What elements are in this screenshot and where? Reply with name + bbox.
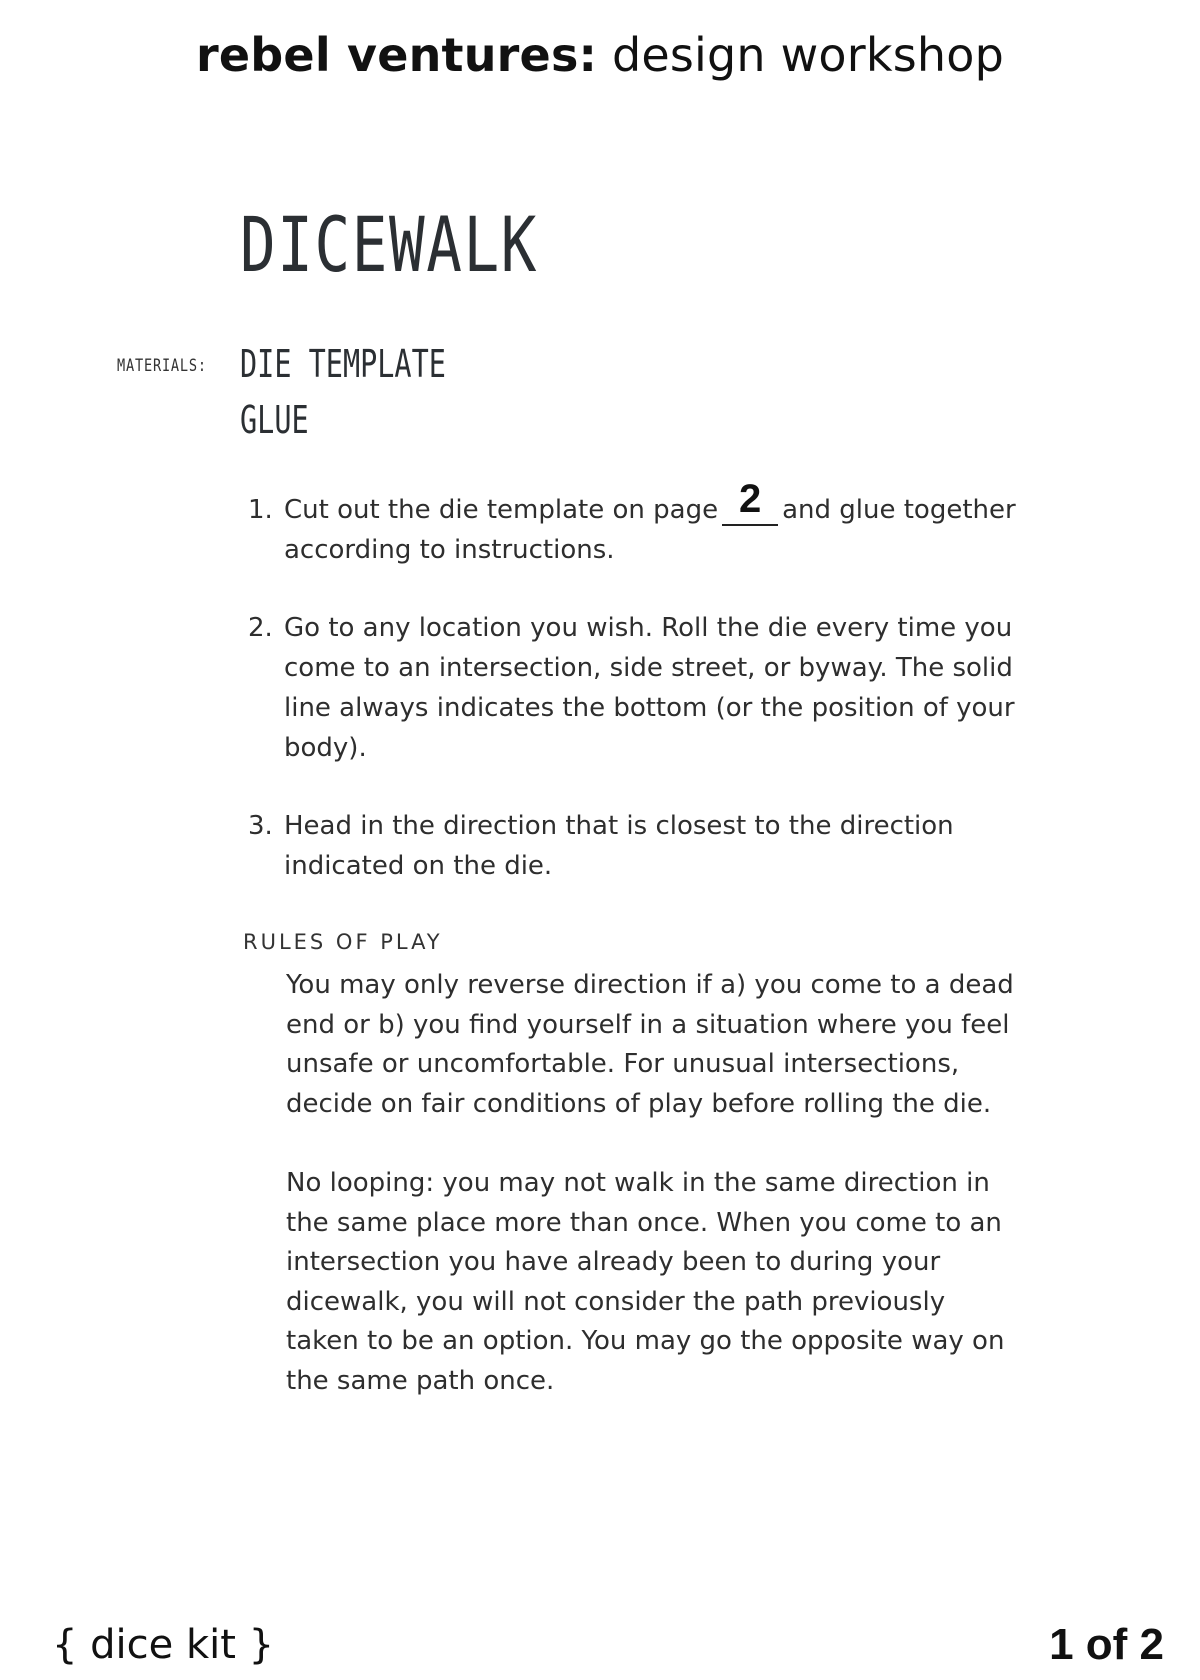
step-text-continued: and glue together according to instructions.: [284, 495, 1016, 565]
page-number-blank: [722, 477, 778, 526]
step-3: [248, 806, 1028, 886]
step-text: Go to any location you wish. Roll the die every time you come to an intersection, side street, or byway. The solid line always indicates the bottom (or the position of your body).: [284, 613, 1015, 763]
instruction-steps: [248, 477, 1028, 924]
materials-list: [240, 336, 446, 448]
page-title: DICEWALK: [240, 200, 538, 289]
step-number: 2.: [248, 613, 273, 643]
materials-item-die-template: DIE TEMPLATE: [240, 342, 446, 386]
step-text: Head in the direction that is closest to the direction indicated on the die.: [284, 811, 954, 881]
header-brand: rebel ventures:: [196, 28, 598, 82]
page-header: [0, 28, 1200, 82]
step-number: 1.: [248, 495, 273, 525]
step-2: [248, 608, 1028, 768]
rules-body: [286, 966, 1026, 1441]
header-subtitle: design workshop: [611, 28, 1004, 82]
step-1: [248, 477, 1028, 570]
footer-page-count: 1 of 2: [1049, 1620, 1164, 1669]
footer-kit-label: { dice kit }: [52, 1622, 275, 1668]
materials-item-glue: GLUE: [240, 398, 309, 442]
step-text: Cut out the die template on page: [284, 495, 719, 525]
materials-label: MATERIALS:: [117, 356, 207, 376]
rules-heading: RULES OF PLAY: [243, 930, 443, 954]
step-number: 3.: [248, 811, 273, 841]
handwritten-page-number: 2: [738, 477, 762, 521]
rules-paragraph: No looping: you may not walk in the same direction in the same place more than once. When you come to an intersection you have already been to during your dicewalk, you will not consider the path previously taken to be an option. You may go the opposite way on the same path once.: [286, 1168, 1005, 1396]
rules-paragraph: You may only reverse direction if a) you come to a dead end or b) you find yourself in a situation where you feel unsafe or uncomfortable. For unusual intersections, decide on fair conditions of play before rolling the die.: [286, 970, 1014, 1119]
